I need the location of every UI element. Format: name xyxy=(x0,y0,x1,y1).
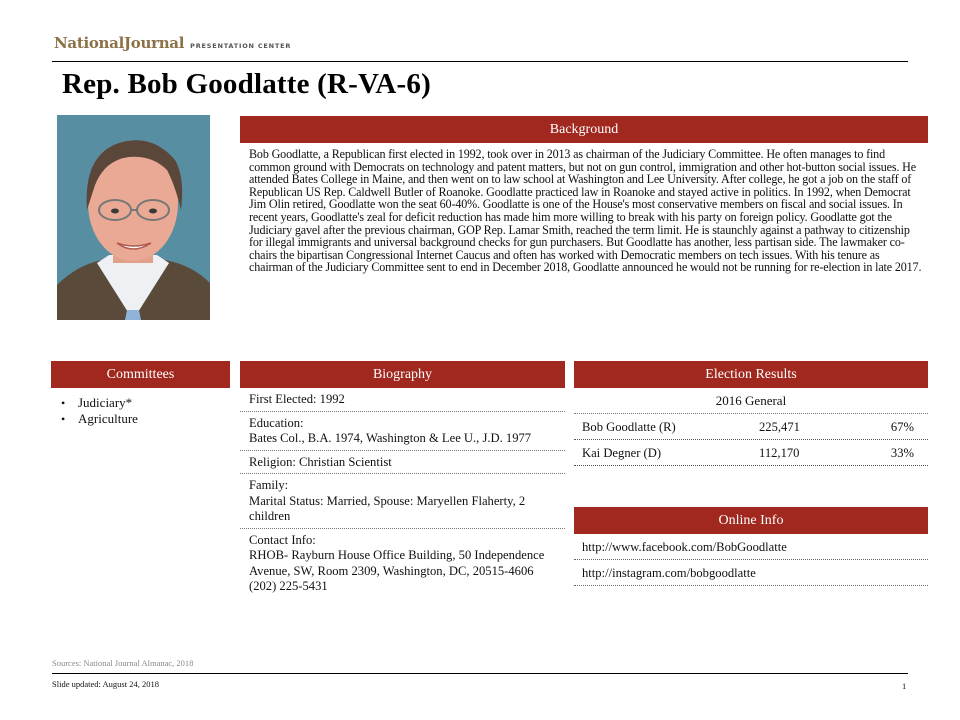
sources-note: Sources: National Journal Almanac, 2018 xyxy=(52,658,194,668)
background-section xyxy=(240,116,928,274)
brand-subtitle: PRESENTATION CENTER xyxy=(190,42,292,50)
bio-education xyxy=(240,412,565,451)
family-value: Marital Status: Married, Spouse: Maryellen Flaherty, 2 children xyxy=(249,493,526,523)
brand-logo xyxy=(54,34,291,52)
facebook-link[interactable]: http://www.facebook.com/BobGoodlatte xyxy=(574,534,928,560)
election-row xyxy=(574,440,928,466)
candidate-name: Kai Degner (D) xyxy=(582,446,662,460)
education-label: Education: xyxy=(249,415,304,430)
candidate-percent: 67% xyxy=(890,420,914,434)
committees-section xyxy=(51,361,230,427)
header-divider xyxy=(52,61,908,62)
election-header: Election Results xyxy=(574,361,928,388)
bio-religion: Religion: Christian Scientist xyxy=(240,451,565,475)
bullet-icon: • xyxy=(61,396,66,410)
bullet-icon: • xyxy=(61,412,66,426)
family-label: Family: xyxy=(249,478,289,492)
candidate-votes: 225,471 xyxy=(759,420,800,434)
bio-first-elected: First Elected: 1992 xyxy=(240,388,565,412)
biography-header: Biography xyxy=(240,361,565,388)
online-info-section xyxy=(574,507,928,586)
biography-section xyxy=(240,361,565,598)
background-text: Bob Goodlatte, a Republican first elected in 1992, took over in 2013 as chairman of the Judiciary Committee. He often manages to find common ground with Democrats on technology and patent matters, but not on gun control, immigration and other hot-button social issues. He attended Bates College in Maine, and then went on to law school at Washington and Lee University. After college, he got a job on the staff of Republican US Rep. Caldwell Butler of Roanoke. Goodlatte practiced law in Roanoke and stayed active in politics. In 1992, when Democrat Jim Olin retired, Goodlatte won the seat 60-40%. Goodlatte is one of the House's most conservative members on fiscal and social issues. In recent years, Goodlatte's zeal for deficit reduction has made him more willing to break with his party on foreign policy. Goodlatte got the Judiciary gavel after the previous chairman, GOP Rep. Lamar Smith, reached the term limit. He is staunchly against a pathway to citizenship for illegal immigrants and universal background checks for gun purchasers. But Goodlatte has another, less partisan side. The lawmaker co-chairs the bipartisan Congressional Internet Caucus and often has worked with Democratic members on tech issues. With his tenure as chairman of the Judiciary Committee sent to end in December 2018, Goodlatte announced he would not be running for re-election in late 2017. xyxy=(249,147,922,275)
committees-header: Committees xyxy=(51,361,230,388)
instagram-link[interactable]: http://instagram.com/bobgoodlatte xyxy=(574,560,928,586)
online-header: Online Info xyxy=(574,507,928,534)
portrait-photo xyxy=(57,115,210,320)
contact-phone: (202) 225-5431 xyxy=(249,579,328,593)
bio-contact xyxy=(240,529,565,598)
education-value: Bates Col., B.A. 1974, Washington & Lee U., J.D. 1977 xyxy=(249,431,532,445)
candidate-percent: 33% xyxy=(890,446,914,460)
footer-divider xyxy=(52,673,908,674)
page-number: 1 xyxy=(902,681,907,691)
brand-name: NationalJournal xyxy=(54,34,185,52)
election-subheader: 2016 General xyxy=(574,388,928,414)
background-header: Background xyxy=(240,116,928,143)
candidate-votes: 112,170 xyxy=(759,446,800,460)
election-results-section xyxy=(574,361,928,466)
election-row xyxy=(574,414,928,440)
contact-label: Contact Info: xyxy=(249,532,316,547)
page-title: Rep. Bob Goodlatte (R-VA-6) xyxy=(62,68,431,100)
committee-item: • Agriculture xyxy=(61,411,138,426)
candidate-name: Bob Goodlatte (R) xyxy=(582,420,676,434)
committees-list xyxy=(51,388,230,427)
slide-updated: Slide updated: August 24, 2018 xyxy=(52,679,159,689)
contact-address: RHOB- Rayburn House Office Building, 50 Independence Avenue, SW, Room 2309, Washington, DC, 20515-4606 xyxy=(249,548,545,578)
portrait-image-icon xyxy=(57,115,210,320)
bio-family xyxy=(240,474,565,529)
committee-item: • Judiciary* xyxy=(61,395,133,410)
